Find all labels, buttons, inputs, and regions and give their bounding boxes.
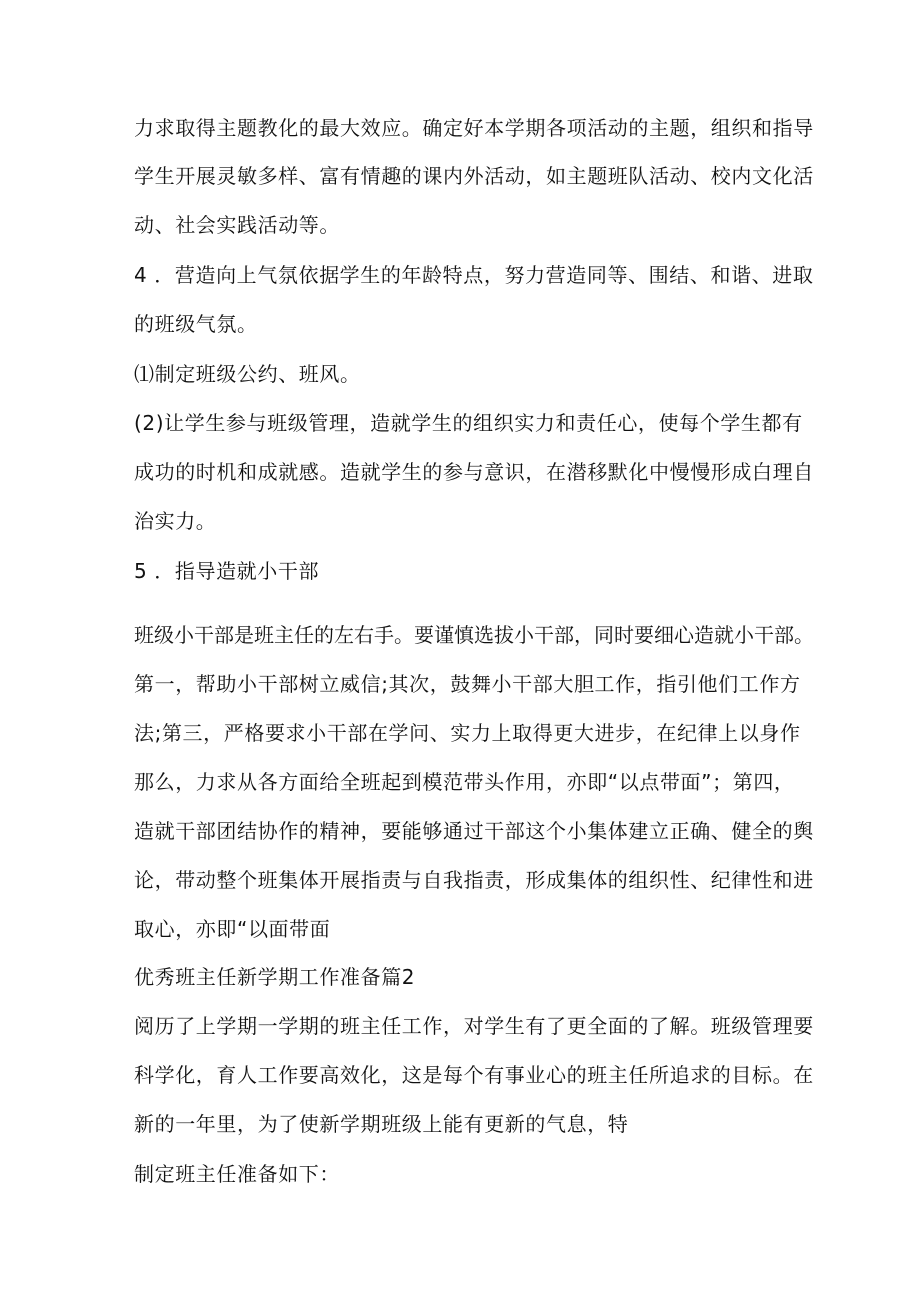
- article-title: 优秀班主任新学期工作准备篇2: [134, 965, 416, 989]
- paragraph-line: 的班级气氛。: [134, 312, 258, 336]
- paragraph-line: 造就干部团结协作的精神，要能够通过干部这个小集体建立正确、健全的舆: [134, 819, 814, 843]
- paragraph-line: 那么，力求从各方面给全班起到模范带头作用，亦即“以点带面”；第四，: [134, 770, 795, 794]
- paragraph-line: 班级小干部是班主任的左右手。要谨慎选拔小干部，同时要细心造就小干部。: [134, 623, 814, 647]
- section-heading: 5 ．指导造就小干部: [134, 559, 320, 583]
- paragraph-line: 动、社会实践活动等。: [134, 213, 340, 237]
- paragraph-line: 阅历了上学期一学期的班主任工作，对学生有了更全面的了解。班级管理要: [134, 1014, 814, 1038]
- paragraph-line: 论，带动整个班集体开展指责与自我指责，形成集体的组织性、纪律性和进: [134, 868, 814, 892]
- paragraph-line: 取心，亦即“以面带面: [134, 917, 331, 941]
- paragraph-line: 制定班主任准备如下：: [134, 1162, 340, 1186]
- paragraph-line: 法;第三，严格要求小干部在学问、实力上取得更大进步，在纪律上以身作: [134, 721, 801, 745]
- paragraph-line: 科学化，育人工作要高效化，这是每个有事业心的班主任所追求的目标。在: [134, 1063, 814, 1087]
- paragraph-line: 力求取得主题教化的最大效应。确定好本学期各项活动的主题，组织和指导: [134, 116, 814, 140]
- paragraph-line: 治实力。: [134, 509, 217, 533]
- paragraph-line: 学生开展灵敏多样、富有情趣的课内外活动，如主题班队活动、校内文化活: [134, 164, 814, 188]
- paragraph-line: 4 ．营造向上气氛依据学生的年龄特点，努力营造同等、围结、和谐、进取: [134, 263, 814, 287]
- paragraph-line: ⑴制定班级公约、班风。: [134, 362, 361, 386]
- paragraph-line: 新的一年里，为了使新学期班级上能有更新的气息，特: [134, 1112, 629, 1136]
- paragraph-line: 第一，帮助小干部树立威信;其次，鼓舞小干部大胆工作，指引他们工作方: [134, 672, 801, 696]
- paragraph-line: (2)让学生参与班级管理，造就学生的组织实力和责任心，使每个学生都有: [134, 411, 803, 435]
- paragraph-line: 成功的时机和成就感。造就学生的参与意识，在潜移默化中慢慢形成白理自: [134, 460, 814, 484]
